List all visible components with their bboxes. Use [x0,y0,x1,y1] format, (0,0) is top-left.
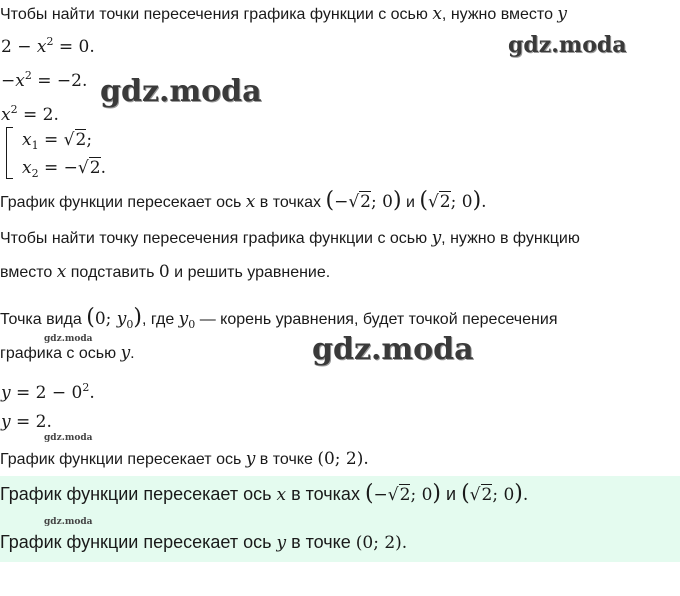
text: и [441,484,462,504]
text: , нужно в функцию [441,230,580,247]
point-type-line: Точка вида (0; $y_0$), где $y_0$ — корень уравнения, будет точкой пересечения [0,305,558,331]
answer-y-line: График функции пересекает ось y в точке (0; 2). [0,532,408,553]
system-root-2: $x_2 = -√2$. [22,158,106,180]
var-x: x [276,485,287,505]
var-x: x [432,4,442,24]
text: и [401,194,420,211]
equation-2: $-x^2 = -2$. [1,69,88,91]
text: Чтобы найти точки пересечения графика функции с осью [0,6,433,23]
var-x: x [245,192,256,212]
watermark-logo: gdz.moda [312,332,474,367]
var-y: y [276,533,287,553]
substitute-line [0,262,330,283]
text: подставить [66,264,159,281]
answer-block [0,476,680,562]
equation-y-1: $y = 2 - 0^2$. [1,381,95,403]
intro-x-intersection-line [0,4,567,25]
text: График функции пересекает ось [0,484,277,504]
graph-axis-line: графика с осью y. [0,343,135,363]
text: , нужно вместо [441,6,558,23]
text: в точке [286,532,356,552]
zero: 0 [158,262,170,282]
watermark-small: gdz.moda [44,433,93,443]
system-root-1: $x_1 = √2$; [22,130,93,152]
point-y: (0; 2). [317,449,369,469]
text: График функции пересекает ось [0,532,277,552]
text: График функции пересекает ось [0,194,246,211]
x-intersection-result-line: График функции пересекает ось x в точках (−√2; 0) и (√2; 0). [0,188,487,213]
y-intersection-result-line [0,449,369,470]
watermark-logo: gdz.moda [508,32,627,58]
watermark-small: gdz.moda [44,334,93,344]
var-x: x [56,262,67,282]
text: в точках [286,484,365,504]
text: — корень уравнения, будет точкой пересечения [195,311,558,328]
var-y: y [557,4,568,24]
var-y: y [120,343,131,363]
text: в точках [255,194,326,211]
var-y: y [245,449,256,469]
text: и решить уравнение. [169,264,331,281]
text: Точка вида [0,311,87,328]
text: в точке [255,451,318,468]
text: Чтобы найти точку пересечения графика функции с осью [0,230,432,247]
text: , где [141,311,179,328]
text: График функции пересекает ось [0,451,246,468]
intro-y-intersection-line [0,228,580,249]
answer-x-line: График функции пересекает ось x в точках (−√2; 0) и (√2; 0). [0,481,529,506]
text: графика с осью [0,345,121,362]
var-y: y [431,228,442,248]
text: вместо [0,264,57,281]
system-bracket [6,127,13,179]
equation-y-2: y = 2. [1,412,52,432]
equation-1: $2 - x^2 = 0$. [1,35,95,57]
equation-3: $x^2 = 2$. [1,103,59,125]
watermark-small: gdz.moda [44,517,93,527]
watermark-logo: gdz.moda [100,74,262,109]
